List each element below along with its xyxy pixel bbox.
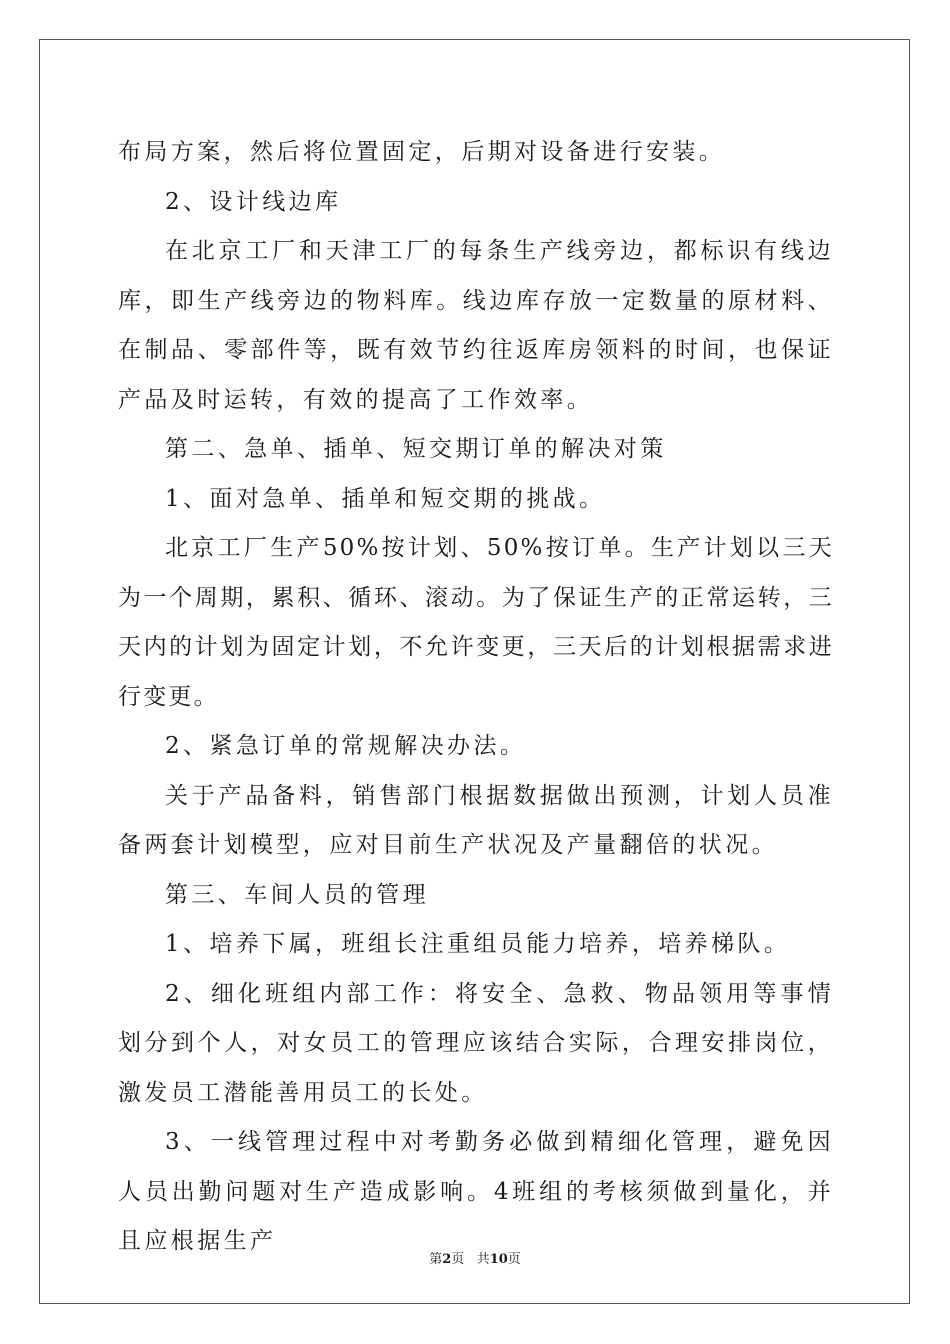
total-pages: 10	[489, 1252, 508, 1267]
page-footer	[0, 1248, 950, 1267]
paragraph: 1、培养下属，班组长注重组员能力培养，培养梯队。	[165, 931, 791, 957]
page-number: 2	[442, 1252, 452, 1267]
paragraph: 布局方案，然后将位置固定，后期对设备进行安装。	[118, 139, 726, 165]
section-heading: 第二、急单、插单、短交期订单的解决对策	[165, 436, 667, 462]
section-heading: 2、设计线边库	[165, 188, 342, 215]
page-suffix: 页	[451, 1252, 465, 1267]
paragraph: 3、一线管理过程中对考勤务必做到精细化管理，避免因人员出勤问题对生产造成影响。4班组的考核须做到量化，并且应根据生产	[118, 1129, 834, 1254]
total-suffix: 页	[507, 1252, 521, 1267]
page-prefix: 第	[429, 1252, 443, 1267]
section-heading: 第三、车间人员的管理	[165, 881, 429, 908]
paragraph: 2、细化班组内部工作：将安全、急救、物品领用等事情划分到个人，对女员工的管理应该结合实际，合理安排岗位，激发员工潜能善用员工的长处。	[118, 980, 834, 1106]
paragraph: 北京工厂生产50%按计划、50%按订单。生产计划以三天为一个周期，累积、循环、滚动。为了保证生产的正常运转，三天内的计划为固定计划，不允许变更，三天后的计划根据需求进行变更。	[118, 535, 834, 710]
document-body	[118, 128, 834, 1267]
paragraph: 关于产品备料，销售部门根据数据做出预测，计划人员准备两套计划模型，应对目前生产状况及产量翻倍的状况。	[118, 782, 834, 858]
total-prefix: 共	[476, 1252, 490, 1267]
section-heading: 1、面对急单、插单和短交期的挑战。	[165, 485, 606, 512]
section-heading: 2、紧急订单的常规解决办法。	[165, 733, 527, 759]
paragraph: 在北京工厂和天津工厂的每条生产线旁边，都标识有线边库，即生产线旁边的物料库。线边库存放一定数量的原材料、在制品、零部件等，既有效节约往返库房领料的时间，也保证产品及时运转，有效的提高了工作效率。	[118, 238, 834, 413]
